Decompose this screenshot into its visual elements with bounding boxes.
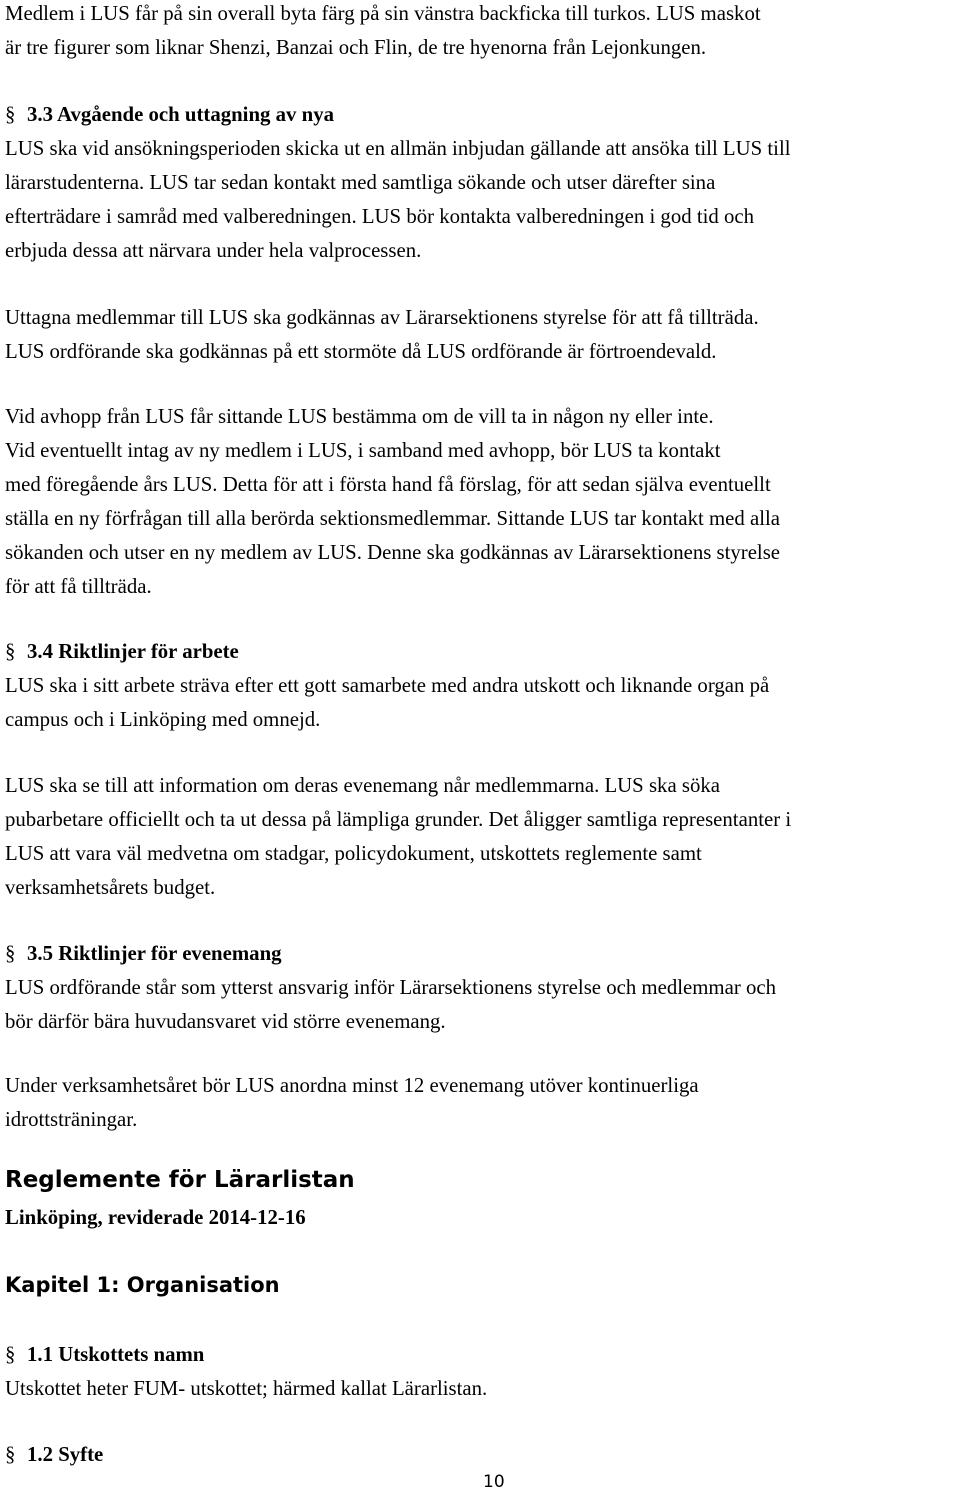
paragraph-line: verksamhetsårets budget. — [5, 876, 216, 899]
paragraph-line: lärarstudenterna. LUS tar sedan kontakt med samtliga sökande och utser därefter sina — [5, 171, 716, 194]
paragraph-line: Uttagna medlemmar till LUS ska godkännas av Lärarsektionens styrelse för att få tillträda. — [5, 306, 759, 329]
chapter-heading: Kapitel 1: Organisation — [5, 1273, 280, 1297]
paragraph-line: LUS att vara väl medvetna om stadgar, policydokument, utskottets reglemente samt — [5, 842, 702, 865]
paragraph-line: erbjuda dessa att närvara under hela valprocessen. — [5, 239, 422, 262]
paragraph-line: idrottsträningar. — [5, 1108, 138, 1131]
paragraph-line: Vid eventuellt intag av ny medlem i LUS, i samband med avhopp, bör LUS ta kontakt — [5, 439, 721, 462]
paragraph-line: Utskottet heter FUM- utskottet; härmed kallat Lärarlistan. — [5, 1377, 488, 1400]
section-symbol: § — [5, 1443, 16, 1466]
paragraph-line: för att få tillträda. — [5, 575, 152, 598]
section-title: 3.5 Riktlinjer för evenemang — [27, 942, 282, 965]
paragraph-line: LUS ska i sitt arbete sträva efter ett gott samarbete med andra utskott och liknande organ på — [5, 674, 770, 697]
section-title: 1.2 Syfte — [27, 1443, 104, 1466]
section-symbol: § — [5, 640, 16, 663]
paragraph-line: LUS ska vid ansökningsperioden skicka ut en allmän inbjudan gällande att ansöka till LUS till — [5, 137, 791, 160]
intro-line-2: är tre figurer som liknar Shenzi, Banzai och Flin, de tre hyenorna från Lejonkungen. — [5, 36, 707, 59]
document-title: Reglemente för Lärarlistan — [5, 1167, 355, 1193]
paragraph-line: Vid avhopp från LUS får sittande LUS bestämma om de vill ta in någon ny eller inte. — [5, 405, 714, 428]
intro-line-1: Medlem i LUS får på sin overall byta färg på sin vänstra backficka till turkos. LUS maskot — [5, 2, 761, 25]
paragraph-line: med föregående års LUS. Detta för att i första hand få förslag, för att sedan själva eventuellt — [5, 473, 771, 496]
section-heading-3-4 — [5, 640, 239, 664]
paragraph-line: Under verksamhetsåret bör LUS anordna minst 12 evenemang utöver kontinuerliga — [5, 1074, 699, 1097]
document-subtitle: Linköping, reviderade 2014-12-16 — [5, 1206, 306, 1229]
section-heading-3-5 — [5, 942, 282, 966]
paragraph-line: LUS ordförande står som ytterst ansvarig inför Lärarsektionens styrelse och medlemmar och — [5, 976, 776, 999]
section-symbol: § — [5, 942, 16, 965]
section-heading-1-2 — [5, 1443, 103, 1467]
paragraph-line: bör därför bära huvudansvaret vid större evenemang. — [5, 1010, 446, 1033]
paragraph-line: sökanden och utser en ny medlem av LUS. Denne ska godkännas av Lärarsektionens styrelse — [5, 541, 781, 564]
paragraph-line: pubarbetare officiellt och ta ut dessa på lämpliga grunder. Det åligger samtliga representanter i — [5, 808, 792, 831]
section-title: 3.4 Riktlinjer för arbete — [27, 640, 239, 663]
paragraph-line: LUS ska se till att information om deras evenemang når medlemmarna. LUS ska söka — [5, 774, 720, 797]
section-heading-1-1 — [5, 1343, 204, 1367]
section-title: 1.1 Utskottets namn — [27, 1343, 205, 1366]
section-symbol: § — [5, 1343, 16, 1366]
paragraph-line: ställa en ny förfrågan till alla berörda sektionsmedlemmar. Sittande LUS tar kontakt med alla — [5, 507, 781, 530]
paragraph-line: campus och i Linköping med omnejd. — [5, 708, 321, 731]
section-heading-3-3 — [5, 103, 334, 127]
section-title: 3.3 Avgående och uttagning av nya — [27, 103, 334, 126]
paragraph-line: efterträdare i samråd med valberedningen. LUS bör kontakta valberedningen i god tid och — [5, 205, 755, 228]
page-number: 10 — [483, 1472, 505, 1492]
paragraph-line: LUS ordförande ska godkännas på ett stormöte då LUS ordförande är förtroendevald. — [5, 340, 717, 363]
section-symbol: § — [5, 103, 16, 126]
